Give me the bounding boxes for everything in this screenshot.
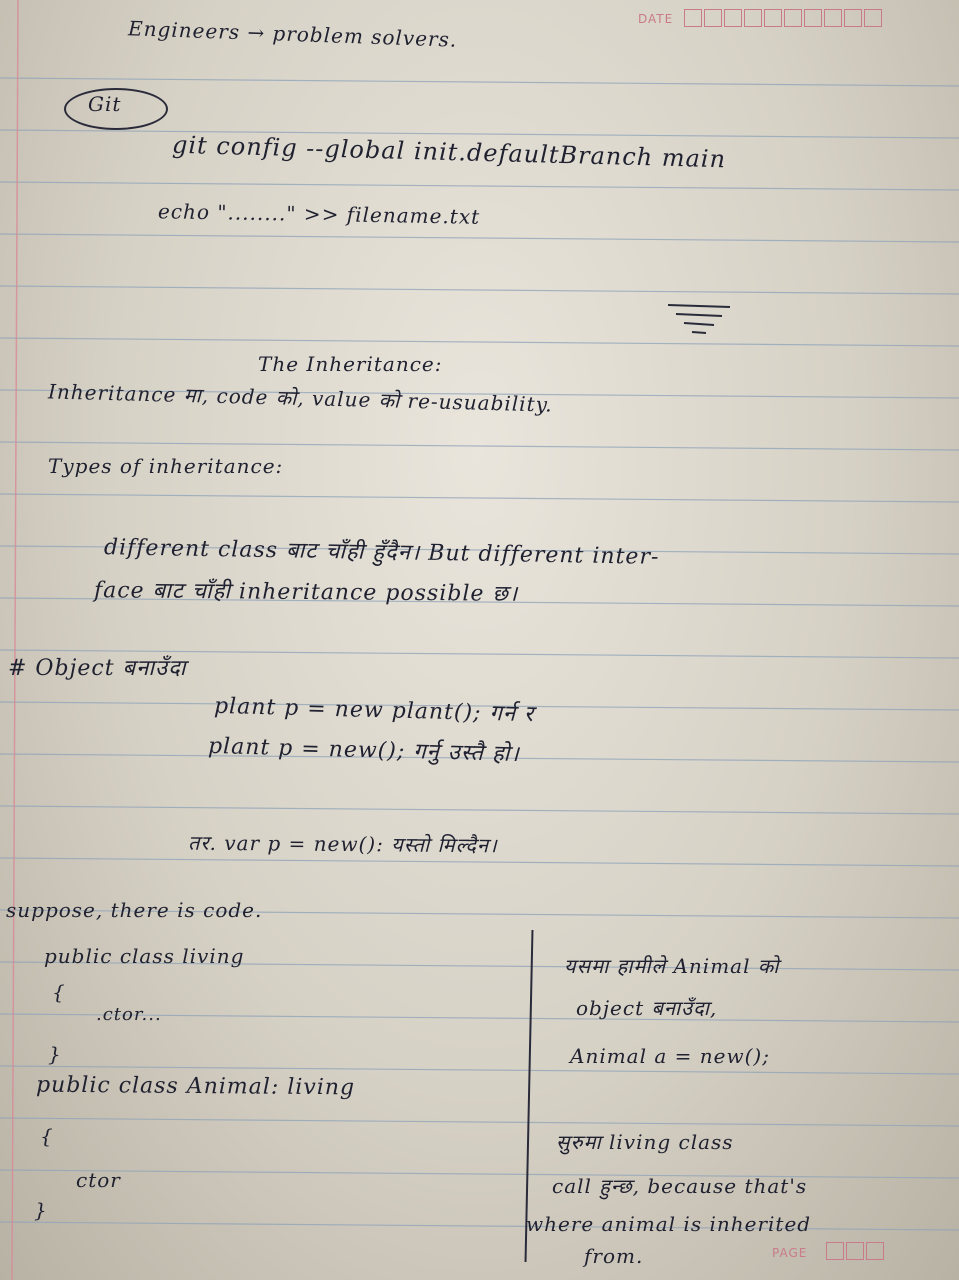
code-line: .ctor... <box>96 1004 162 1025</box>
side-note-line4: सुरुमा living class <box>556 1130 734 1154</box>
object-line3: तर. var p = new(): यस्तो मिल्दैन। <box>187 830 498 858</box>
inheritance-note-line2: face बाट चाँही inheritance possible छ। <box>93 578 519 607</box>
code-line: } <box>48 1042 62 1066</box>
code-intro: suppose, there is code. <box>6 898 263 922</box>
inheritance-heading: The Inheritance: <box>258 352 443 376</box>
code-line: { <box>52 980 66 1004</box>
code-line: } <box>34 1198 48 1222</box>
side-note-line6: where animal is inherited <box>526 1212 812 1236</box>
code-line: public class living <box>44 944 245 968</box>
side-note-line7: from. <box>584 1244 644 1268</box>
object-line1: plant p = new plant(); गर्न र <box>213 693 535 728</box>
page-boxes <box>826 1242 886 1260</box>
side-note-line3: Animal a = new(); <box>570 1044 770 1068</box>
date-boxes <box>684 9 884 27</box>
inheritance-note-line1: different class बाट चाँही हुँदैन। But different inter- <box>103 535 660 570</box>
types-heading: Types of inheritance: <box>48 454 284 478</box>
code-line: public class Animal: living <box>35 1072 356 1101</box>
code-line: ctor <box>76 1168 121 1192</box>
page-label: PAGE <box>772 1246 808 1260</box>
side-note-line2: object बनाउँदा, <box>576 996 718 1020</box>
inheritance-definition: Inheritance मा, code को, value को re-usuability. <box>47 379 553 417</box>
side-note-line5: call हुन्छ, because that's <box>552 1174 808 1198</box>
object-line2: plant p = new(); गर्नु उस्तै हो। <box>207 733 521 768</box>
date-label: DATE <box>638 12 674 26</box>
object-heading: # Object बनाउँदा <box>8 656 187 681</box>
echo-command: echo "........" >> filename.txt <box>157 199 481 229</box>
page-title: Engineers → problem solvers. <box>127 16 458 52</box>
side-note-line1: यसमा हामीले Animal को <box>564 954 780 978</box>
git-config-command: git config --global init.defaultBranch main <box>171 130 727 174</box>
git-tag: Git <box>88 92 122 116</box>
code-line: { <box>40 1124 54 1148</box>
